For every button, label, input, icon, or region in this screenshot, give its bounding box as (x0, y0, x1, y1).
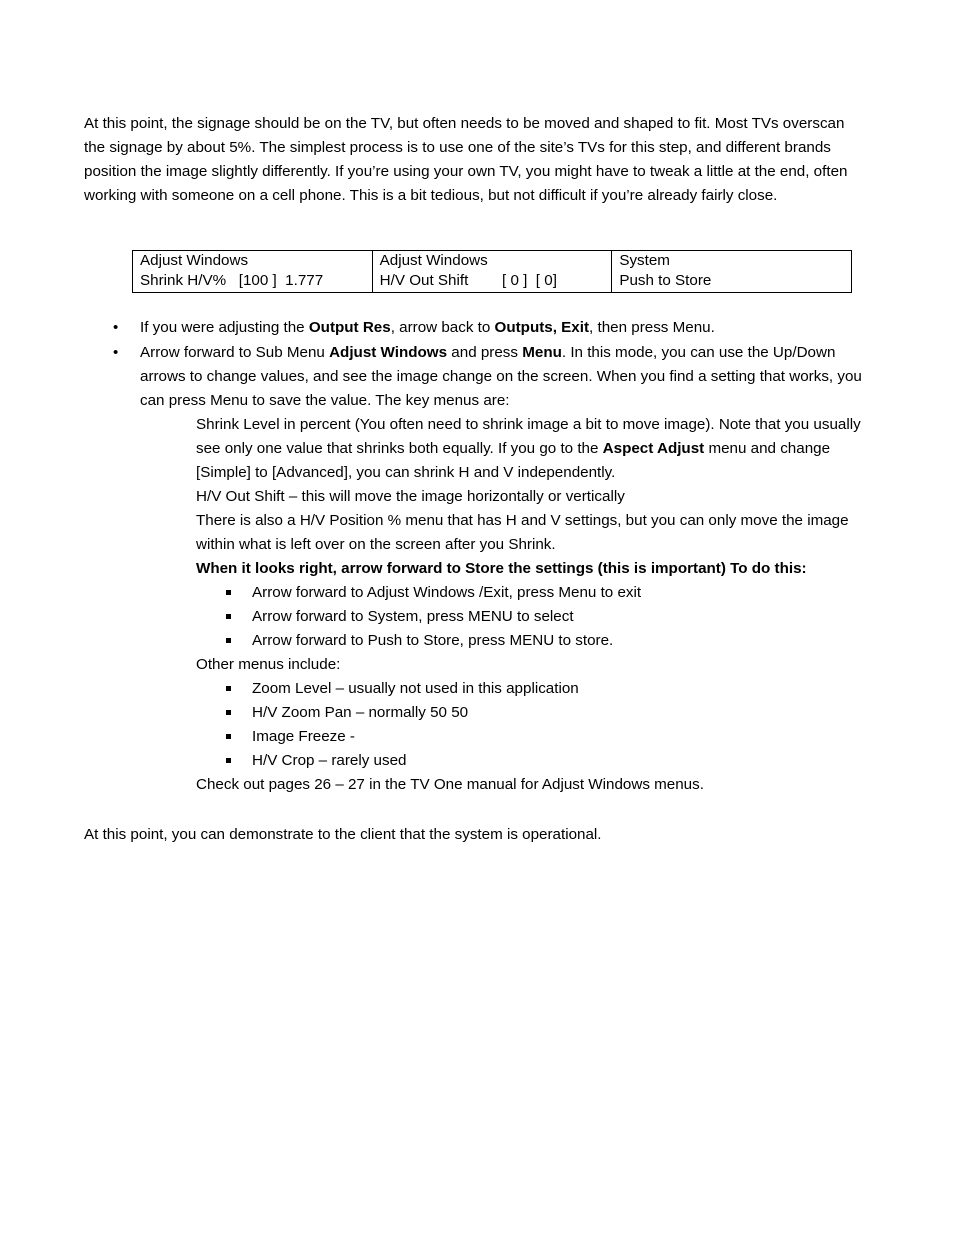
list-item: Image Freeze - (196, 725, 871, 749)
closing-paragraph: At this point, you can demonstrate to the client that the system is operational. (84, 826, 602, 843)
cell-value: H/V Out Shift [ 0 ] [ 0] (379, 272, 557, 289)
bold-term: Menu (522, 344, 562, 361)
store-steps-list (196, 581, 871, 653)
text-run: . In this mode, you can use the Up/Down arrows to change values, and see the image change on the screen. When you find a setting that works, you can press Menu to save the value. The key menus are: (140, 344, 862, 409)
text-run: menu and change [Simple] to [Advanced], you can shrink H and V independently. (196, 440, 831, 481)
other-menus-list (196, 677, 871, 773)
intro-paragraph: At this point, the signage should be on the TV, but often needs to be moved and shaped to fit. Most TVs overscan the signage by about 5%. The simplest process is to use one of the site’s TVs for this step, and different brands position the image slightly differently. If you’re using your own TV, you might have to tweak a little at the end, often working with someone on a cell phone. This is a bit tedious, but not difficult if you’re already fairly close. (84, 115, 848, 204)
position-description: There is also a H/V Position % menu that has H and V settings, but you can only move the image within what is left over on the screen after you Shrink. (196, 512, 849, 553)
text-run: If you were adjusting the (140, 319, 309, 336)
menu-details (196, 413, 871, 797)
text-run: , arrow back to (390, 319, 495, 336)
list-item: H/V Crop – rarely used (196, 749, 871, 773)
bold-term: Output Res (308, 319, 391, 336)
text-run: Arrow forward to Sub Menu (140, 344, 330, 361)
menu-settings-table (132, 250, 852, 293)
bold-term: Outputs, Exit (494, 319, 590, 336)
list-item (140, 316, 870, 340)
outshift-description: H/V Out Shift – this will move the image horizontally or vertically (196, 488, 625, 505)
bold-term: Aspect Adjust (602, 440, 705, 457)
list-item: Zoom Level – usually not used in this application (196, 677, 871, 701)
list-item (140, 341, 870, 413)
list-item: Arrow forward to System, press MENU to select (196, 605, 871, 629)
bold-term: When it looks right, arrow forward to Store the settings (this is important) To do this: (196, 560, 807, 577)
table-cell-system-store (612, 251, 852, 293)
text-run: , then press Menu. (589, 319, 715, 336)
table-cell-adjust-shift (372, 251, 612, 293)
cell-value: Push to Store (619, 272, 712, 289)
cell-title: System (619, 252, 670, 269)
table-cell-adjust-shrink (133, 251, 373, 293)
cell-title: Adjust Windows (379, 252, 488, 269)
store-heading (196, 557, 871, 581)
manual-reference: Check out pages 26 – 27 in the TV One manual for Adjust Windows menus. (196, 776, 704, 793)
list-item: Arrow forward to Adjust Windows /Exit, press Menu to exit (196, 581, 871, 605)
bold-term: Adjust Windows (329, 344, 448, 361)
instruction-bullets (140, 316, 870, 414)
text-run: Shrink Level in percent (You often need to shrink image a bit to move image). Note that you usually see only one value that shrinks both equally. If you go to the (196, 416, 861, 457)
table-row (133, 251, 852, 293)
cell-title: Adjust Windows (140, 252, 249, 269)
list-item: Arrow forward to Push to Store, press MENU to store. (196, 629, 871, 653)
cell-value: Shrink H/V% [100 ] 1.777 (140, 272, 324, 289)
text-run: and press (447, 344, 523, 361)
other-menus-heading: Other menus include: (196, 656, 341, 673)
list-item: H/V Zoom Pan – normally 50 50 (196, 701, 871, 725)
shrink-description (196, 413, 871, 485)
